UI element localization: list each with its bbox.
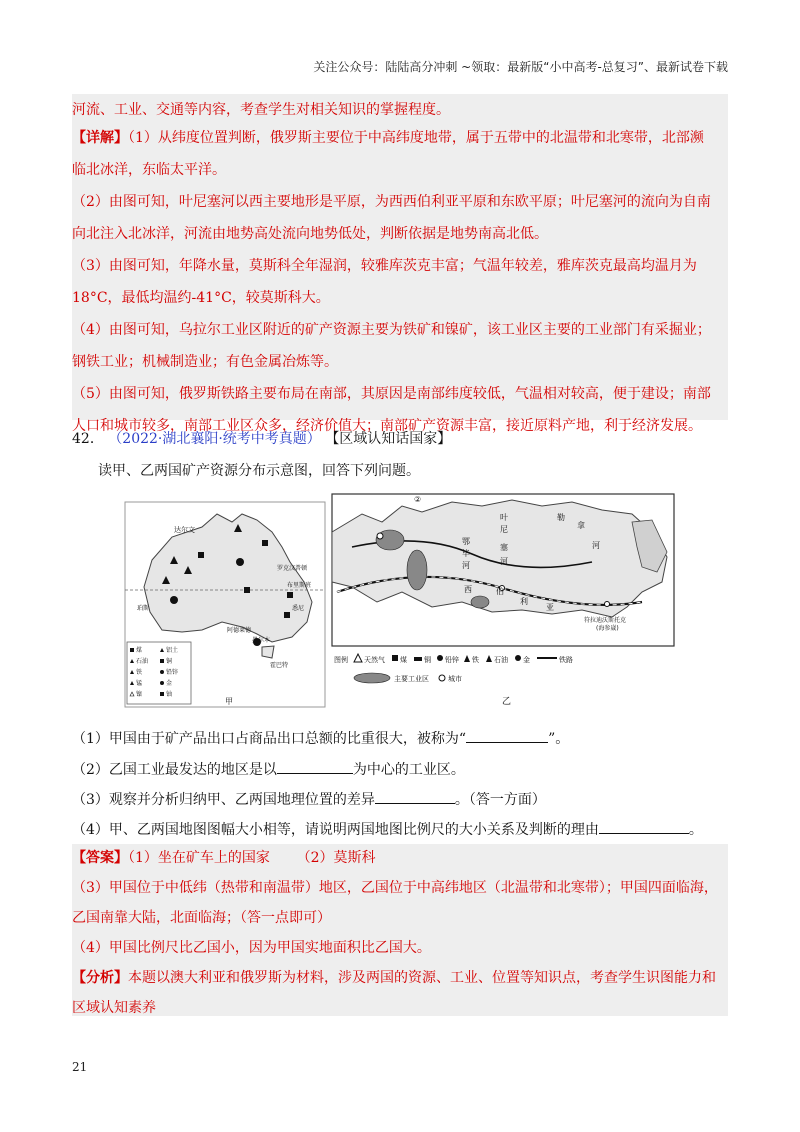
legend-industry: 主要工业区 bbox=[394, 675, 429, 683]
question-prompt: 读甲、乙两国矿产资源分布示意图，回答下列问题。 bbox=[98, 463, 420, 479]
legend-copper: 铜 bbox=[424, 656, 431, 664]
legend-oil: 石油 bbox=[494, 656, 508, 664]
detail-line-2: （2）由图可知，叶尼塞河以西主要地形是平原，为西西伯利亚平原和东欧平原；叶尼塞河的流向为自南 bbox=[72, 194, 711, 210]
river-char-3: 塞 bbox=[500, 543, 508, 552]
city-brisbane: 布里斯班 bbox=[287, 582, 312, 589]
q4-text-b: 。 bbox=[688, 822, 703, 838]
detail-line-1b: 临北冰洋，东临太平洋。 bbox=[72, 162, 226, 178]
q2-text-b: 为中心的工业区。 bbox=[352, 762, 465, 778]
q1-text-b: ”。 bbox=[548, 731, 570, 747]
q4-text-a: （4）甲、乙两国地图图幅大小相等，请说明两国地图比例尺的大小关系及判断的理由 bbox=[72, 822, 599, 838]
legend-iron-swatch bbox=[464, 655, 470, 662]
answer-line-4: （4）甲国比例尺比乙国小，因为甲国实地面积比乙国大。 bbox=[72, 940, 431, 956]
detail-line-4b: 钢铁工业；机械制造业；有色金属冶炼等。 bbox=[72, 354, 338, 370]
siberia-char-1: 西 bbox=[464, 585, 472, 594]
analysis-1: 本题以澳大利亚和俄罗斯为材料，涉及两国的资源、工业、位置等知识点，考查学生识图能力和 bbox=[128, 970, 716, 986]
city-vladivostok-alt: (海参崴) bbox=[596, 625, 619, 632]
river-char-1: 叶 bbox=[500, 513, 508, 522]
q3-blank[interactable] bbox=[375, 789, 455, 804]
legend-iron: 铁 bbox=[136, 669, 143, 676]
legend-coal-swatch bbox=[130, 648, 134, 652]
city-perth: 珀斯 bbox=[137, 605, 150, 612]
copper-symbol bbox=[244, 587, 250, 593]
legend-gas: 天然气 bbox=[364, 656, 385, 664]
legend-leadzinc-swatch bbox=[160, 670, 164, 674]
industrial-area-siberia bbox=[471, 596, 489, 608]
city-marker bbox=[605, 602, 610, 607]
legend-nickel: 镍 bbox=[136, 691, 143, 698]
city-marker bbox=[377, 533, 383, 539]
ob-char-2: 毕 bbox=[462, 549, 470, 558]
legend-coal: 煤 bbox=[400, 656, 407, 664]
legend-railway: 铁路 bbox=[559, 656, 573, 664]
tasmania-island bbox=[262, 646, 274, 658]
detail-line-5b: 人口和城市较多，南部工业区众多，经济价值大；南部矿产资源丰富，接近原料产地，利于经济发展。 bbox=[72, 418, 702, 434]
city-adelaide: 阿德莱德 bbox=[227, 627, 252, 634]
detail-line-2b: 向北注入北冰洋，河流由地势高处流向地势低处，判断依据是地势南高北低。 bbox=[72, 226, 548, 242]
q3-text-a: （3）观察并分析归纳甲、乙两国地理位置的差异 bbox=[72, 792, 375, 808]
legend-copper: 铜 bbox=[166, 658, 173, 665]
legend-city-swatch bbox=[439, 675, 445, 681]
legend-oil-swatch bbox=[486, 655, 492, 662]
legend-coal-swatch bbox=[392, 655, 398, 661]
ob-char-1: 鄂 bbox=[462, 537, 470, 546]
siberia-char-4: 亚 bbox=[546, 603, 554, 612]
question-number: 42． bbox=[72, 431, 104, 447]
map-jia-label: 甲 bbox=[225, 697, 233, 706]
q1-text-a: （1）甲国由于矿产品出口占商品出口总额的比重很大，被称为“ bbox=[72, 731, 467, 747]
answer-2: （2）莫斯科 bbox=[296, 850, 376, 866]
coal-symbol bbox=[287, 592, 293, 598]
lena-char-2: 拿 bbox=[577, 521, 585, 530]
ob-char-3: 河 bbox=[462, 561, 470, 570]
legend-leadzinc: 铅锌 bbox=[445, 656, 459, 664]
legend-gas-swatch bbox=[354, 654, 362, 662]
question-source: （2022·湖北襄阳·统考中考真题） bbox=[108, 431, 321, 447]
map-yi-legend bbox=[334, 654, 573, 683]
legend-copper-swatch bbox=[414, 657, 422, 661]
city-rockhampton: 罗克汉普顿 bbox=[277, 565, 308, 572]
answer-line-1 bbox=[72, 844, 728, 872]
map-yi-label: 乙 bbox=[502, 697, 512, 707]
detail-line-3: （3）由图可知，年降水量，莫斯科全年湿润，较雅库茨克丰富；气温年较差，雅库茨克最高均温月为 bbox=[72, 258, 697, 274]
industrial-area-ural bbox=[407, 550, 427, 590]
map-yi-marker: ② bbox=[414, 495, 422, 504]
analysis-line-1b: 区域认知素养 bbox=[72, 1000, 156, 1016]
legend-gold-swatch bbox=[515, 655, 521, 661]
city-melbourne: 墨尔本 bbox=[252, 637, 271, 644]
detail-line-1 bbox=[72, 124, 728, 152]
detail-line-0: 河流、工业、交通等内容，考查学生对相关知识的掌握程度。 bbox=[72, 102, 450, 118]
detail-line-5: （5）由图可知，俄罗斯铁路主要布局在南部，其原因是南部纬度较低，气温相对较高，便于建设；南部 bbox=[72, 386, 711, 402]
analysis-tag: 【分析】 bbox=[72, 970, 128, 986]
answer-1: （1）坐在矿车上的国家 bbox=[128, 850, 270, 866]
legend-industry-swatch bbox=[354, 673, 390, 683]
siberia-char-3: 利 bbox=[520, 597, 528, 606]
answer-line-3b: 乙国南靠大陆，北面临海；（答一点即可） bbox=[72, 910, 331, 926]
answer-block bbox=[72, 844, 728, 1016]
legend-iron: 铁 bbox=[472, 656, 479, 664]
answer-line-3: （3）甲国位于中低纬（热带和南温带）地区，乙国位于中高纬地区（北温带和北寒带）；甲国四面临海， bbox=[72, 880, 718, 896]
coal-symbol bbox=[262, 540, 268, 546]
page-number: 21 bbox=[72, 1060, 88, 1074]
gold-symbol bbox=[170, 596, 178, 604]
subquestion-2 bbox=[72, 759, 728, 780]
city-hobart: 霍巴特 bbox=[270, 662, 289, 669]
legend-bauxite: 铝土 bbox=[166, 647, 179, 654]
detail-tag: 【详解】 bbox=[72, 130, 128, 146]
q4-blank[interactable] bbox=[599, 819, 689, 834]
q1-blank[interactable] bbox=[466, 728, 548, 743]
legend-copper-swatch bbox=[160, 659, 164, 663]
city-darwin: 达尔文 bbox=[174, 526, 195, 534]
legend-leadzinc: 铅锌 bbox=[166, 669, 179, 676]
legend-oil: 石油 bbox=[136, 658, 149, 665]
mineral-maps-figure bbox=[122, 492, 677, 717]
detail-block bbox=[72, 94, 728, 434]
analysis-line-1 bbox=[72, 964, 728, 992]
gold-symbol bbox=[236, 558, 244, 566]
detail-line-4: （4）由图可知，乌拉尔工业区附近的矿产资源主要为铁矿和镍矿，该工业区主要的工业部门有采掘业； bbox=[72, 322, 711, 338]
river-char-4: 河 bbox=[500, 557, 508, 566]
legend-prefix: 图例 bbox=[334, 656, 348, 664]
coal-symbol bbox=[198, 552, 204, 558]
legend-city: 城市 bbox=[448, 675, 462, 683]
legend-gold: 金 bbox=[523, 656, 530, 664]
subquestion-4 bbox=[72, 819, 728, 840]
detail-1: （1）从纬度位置判断，俄罗斯主要位于中高纬度地带，属于五带中的北温带和北寒带，北部濒 bbox=[128, 130, 704, 146]
legend-coal: 煤 bbox=[136, 647, 143, 654]
legend-gold: 金 bbox=[166, 680, 173, 687]
legend-uranium: 铀 bbox=[166, 691, 173, 698]
legend-leadzinc-swatch bbox=[437, 655, 443, 661]
legend-uranium-swatch bbox=[160, 692, 164, 696]
siberia-char-2: 伯 bbox=[496, 587, 504, 596]
detail-line-3b: 18°C，最低均温约-41°C，较莫斯科大。 bbox=[72, 290, 330, 306]
river-char-2: 尼 bbox=[500, 525, 508, 534]
q2-text-a: （2）乙国工业最发达的地区是以 bbox=[72, 762, 277, 778]
q3-text-b: 。（答一方面） bbox=[454, 792, 546, 808]
question-type: 【区域认知话国家】 bbox=[325, 431, 452, 447]
page-header: 关注公众号：陆陆高分冲刺 ~领取：最新版“小中高考-总复习”、最新试卷下载 bbox=[313, 60, 728, 74]
city-vladivostok: 符拉迪沃斯托克 bbox=[584, 617, 627, 624]
coal-symbol bbox=[284, 612, 290, 618]
city-sydney: 悉尼 bbox=[292, 605, 305, 612]
legend-manganese: 锰 bbox=[136, 680, 143, 687]
question-header bbox=[72, 428, 728, 450]
lena-char-3: 河 bbox=[592, 541, 600, 550]
lena-char-1: 勒 bbox=[557, 513, 565, 522]
legend-gold-swatch bbox=[160, 681, 164, 685]
subquestion-3 bbox=[72, 789, 728, 810]
subquestion-1 bbox=[72, 728, 728, 749]
answer-tag: 【答案】 bbox=[72, 850, 128, 866]
q2-blank[interactable] bbox=[277, 759, 353, 774]
